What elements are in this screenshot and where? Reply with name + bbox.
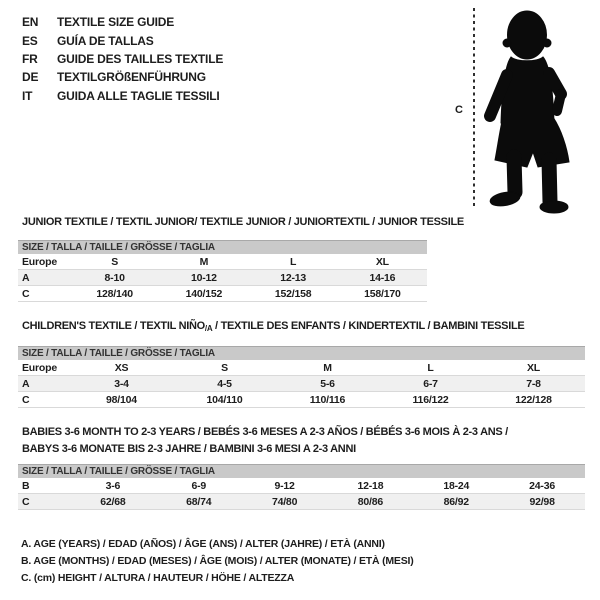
table-cell: A [22, 271, 30, 284]
table-cell: M [323, 361, 332, 374]
table-cell: M [199, 255, 209, 268]
lang-title: GUIDA ALLE TAGLIE TESSILI [57, 88, 220, 103]
table-cell: S [221, 361, 228, 374]
title-part: / TEXTILE DES ENFANTS / KINDERTEXTIL / BAMBINI TESSILE [212, 320, 525, 332]
footnote-b: B. AGE (MONTHS) / EDAD (MESES) / ÂGE (MOIS) / ALTER (MONATE) / ETÀ (MESI) [21, 555, 414, 568]
footnote-a: A. AGE (YEARS) / EDAD (AÑOS) / ÂGE (ANS) / ALTER (JAHRE) / ETÀ (ANNI) [21, 538, 385, 550]
table-cell: 6-7 [423, 377, 438, 390]
table-cell: 8-10 [104, 271, 125, 284]
table-cell: 18-24 [443, 479, 470, 492]
lang-title: GUIDE DES TAILLES TEXTILE [57, 51, 224, 66]
title-subscript: /A [204, 324, 213, 333]
title-part: CHILDREN'S TEXTILE / TEXTIL NIÑO [22, 320, 205, 332]
table-cell: 74/80 [271, 495, 298, 508]
table-cell: XL [526, 361, 541, 374]
table-cell: L [427, 361, 434, 374]
size-header-bar: SIZE / TALLA / TAILLE / GRÖSSE / TAGLIA [18, 464, 585, 478]
table-cell: B [22, 479, 30, 492]
table-cell: 80/86 [357, 495, 384, 508]
table-cell: 116/122 [412, 393, 449, 406]
table-cell: 140/152 [185, 287, 223, 300]
table-cell: 86/92 [443, 495, 469, 508]
table-cell: XS [114, 361, 129, 374]
lang-code: FR [22, 51, 38, 66]
table-cell: 12-18 [357, 479, 384, 492]
table-row [18, 286, 427, 302]
table-cell: 3-4 [114, 377, 129, 390]
table-cell: 6-9 [191, 479, 207, 492]
table-cell: 9-12 [274, 479, 295, 492]
table-cell: 14-16 [369, 271, 396, 284]
lang-title: TEXTILGRÖßENFÜHRUNG [57, 70, 206, 85]
children-size-table [18, 346, 585, 408]
table-cell: 110/116 [309, 393, 346, 406]
table-cell: S [111, 255, 119, 268]
footnote-block [21, 536, 414, 588]
table-row [18, 254, 427, 270]
table-cell: Europe [22, 255, 57, 268]
table-cell: Europe [22, 361, 57, 374]
lang-title: GUÍA DE TALLAS [57, 33, 154, 48]
table-row [18, 376, 585, 392]
table-cell: 152/158 [274, 287, 312, 300]
table-cell: 3-6 [105, 479, 121, 492]
lang-row-it [22, 87, 223, 105]
table-cell: L [290, 255, 297, 268]
junior-section-title: JUNIOR TEXTILE / TEXTIL JUNIOR/ TEXTILE JUNIOR / JUNIORTEXTIL / JUNIOR TESSILE [22, 216, 464, 228]
babies-title-line2: BABYS 3-6 MONATE BIS 2-3 JAHRE / BAMBINI 3-6 MESI A 2-3 ANNI [22, 443, 356, 455]
table-cell: 98/104 [106, 393, 137, 406]
table-cell: 10-12 [190, 271, 217, 284]
junior-size-table [18, 240, 427, 302]
table-cell: C [22, 393, 30, 406]
table-cell: 7-8 [526, 377, 541, 390]
table-cell: 92/98 [529, 495, 555, 508]
babies-title-line1: BABIES 3-6 MONTH TO 2-3 YEARS / BEBÉS 3-6 MESES A 2-3 AÑOS / BÉBÉS 3-6 MOIS À 2-3 ANS / [22, 426, 508, 438]
table-cell: 5-6 [320, 377, 335, 390]
babies-section-title [22, 424, 508, 458]
table-cell: 68/74 [186, 495, 212, 508]
lang-row-en [22, 13, 223, 31]
table-row [18, 392, 585, 408]
size-header-bar: SIZE / TALLA / TAILLE / GRÖSSE / TAGLIA [18, 346, 585, 360]
lang-code: ES [22, 33, 38, 48]
lang-code: DE [22, 70, 39, 85]
height-measure-line [473, 8, 475, 209]
lang-row-fr [22, 50, 223, 68]
babies-size-table [18, 464, 585, 510]
table-row [18, 360, 585, 376]
language-title-block [22, 13, 223, 105]
children-section-title [22, 320, 524, 333]
table-cell: C [22, 495, 30, 508]
table-cell: 24-36 [529, 479, 555, 492]
table-cell: 62/68 [100, 495, 126, 508]
table-cell: 104/110 [206, 393, 243, 406]
lang-title: TEXTILE SIZE GUIDE [57, 15, 175, 30]
table-row [18, 270, 427, 286]
table-cell: C [22, 287, 30, 300]
footnote-c: C. (cm) HEIGHT / ALTURA / HAUTEUR / HÖHE / ALTEZZA [21, 572, 295, 585]
baby-silhouette-icon [480, 5, 600, 215]
lang-row-es [22, 31, 223, 49]
height-measure-label: C [455, 104, 463, 116]
table-cell: 122/128 [515, 393, 552, 406]
table-row [18, 478, 585, 494]
table-cell: 4-5 [217, 377, 232, 390]
table-cell: 12-13 [280, 271, 307, 284]
table-row [18, 494, 585, 510]
lang-code: IT [22, 88, 33, 103]
table-cell: A [22, 377, 30, 390]
table-cell: 128/140 [96, 287, 133, 300]
table-cell: 158/170 [364, 287, 401, 300]
lang-code: EN [22, 15, 39, 30]
table-cell: XL [375, 255, 389, 268]
lang-row-de [22, 68, 223, 86]
size-header-bar: SIZE / TALLA / TAILLE / GRÖSSE / TAGLIA [18, 240, 427, 254]
